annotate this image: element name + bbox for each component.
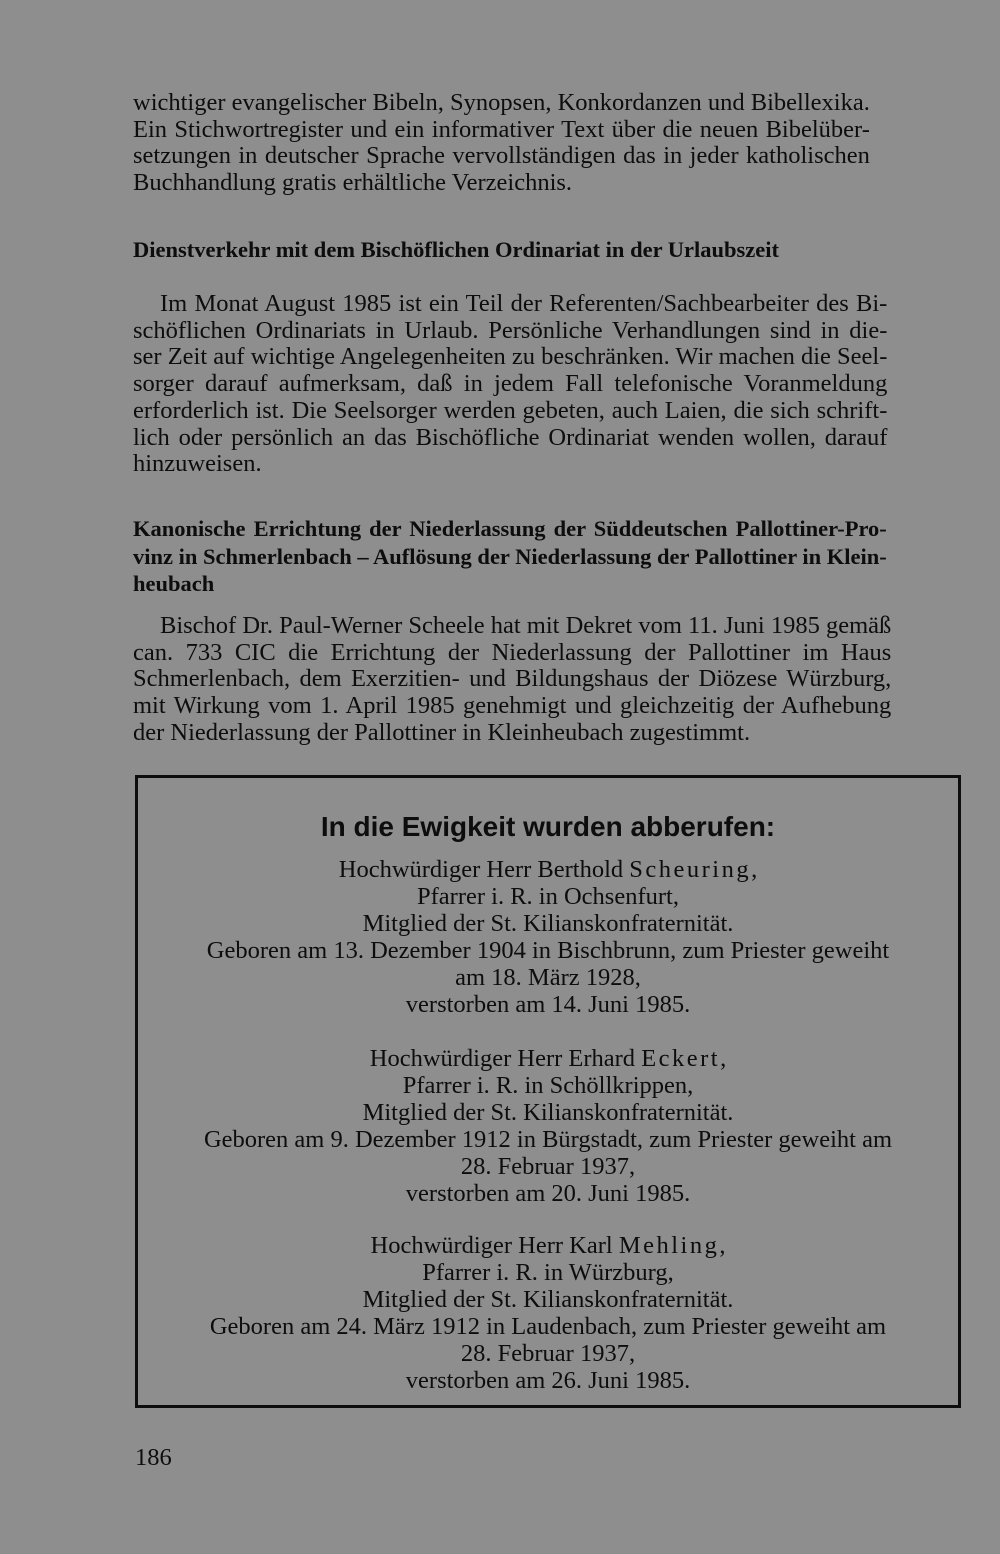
name-suffix: , xyxy=(720,1045,727,1072)
surname: Eckert xyxy=(641,1045,721,1072)
obituary-line: Mitglied der St. Kilianskonfraternität. xyxy=(362,1099,734,1126)
text-line: Bischof Dr. Paul-Werner Scheele hat mit Dekret vom 11. Juni 1985 gemäß xyxy=(160,612,892,639)
obituary-line: verstorben am 26. Juni 1985. xyxy=(405,1367,691,1394)
heading-line: Dienstverkehr mit dem Bischöflichen Ordinariat in der Urlaubszeit xyxy=(133,237,780,262)
obituary-line: am 18. März 1928, xyxy=(455,964,641,991)
text-line: Ein Stichwortregister und ein informativer Text über die neuen Bibelüber- xyxy=(133,115,870,143)
text-line: Buchhandlung gratis erhältliche Verzeichnis. xyxy=(133,169,573,197)
name-prefix: Hochwürdiger Herr Berthold xyxy=(338,856,630,883)
obituary-entry xyxy=(138,1045,958,1207)
obituary-title: In die Ewigkeit wurden abberufen: xyxy=(320,811,776,842)
text-line: hinzuweisen. xyxy=(133,450,262,478)
text-line: Schmerlenbach, dem Exerzitien- und Bildungshaus der Diözese Würzburg, xyxy=(133,665,892,693)
obituary-name-line xyxy=(138,856,958,883)
text-line: setzungen in deutscher Sprache vervollständigen das in jeder katholischen xyxy=(133,142,870,170)
section-body-pallottiner xyxy=(133,613,891,747)
name-suffix: , xyxy=(751,856,758,883)
obituary-line: Geboren am 24. März 1912 in Laudenbach, zum Priester geweiht am xyxy=(209,1313,887,1340)
name-prefix: Hochwürdiger Herr Karl xyxy=(370,1232,619,1259)
page-number: 186 xyxy=(135,1444,172,1471)
obituary-line: Mitglied der St. Kilianskonfraternität. xyxy=(362,910,734,937)
section-heading-dienstverkehr xyxy=(133,236,779,264)
name-prefix: Hochwürdiger Herr Erhard xyxy=(369,1045,642,1072)
obituary-line: Pfarrer i. R. in Würzburg, xyxy=(422,1259,674,1286)
obituary-line: 28. Februar 1937, xyxy=(460,1153,636,1180)
obituary-line: verstorben am 20. Juni 1985. xyxy=(405,1180,691,1207)
section-body-dienstverkehr xyxy=(133,291,887,478)
obituary-line: verstorben am 14. Juni 1985. xyxy=(405,991,691,1018)
surname: Mehling xyxy=(618,1232,720,1259)
obituary-box xyxy=(135,775,961,1408)
heading-line: heubach xyxy=(133,571,215,596)
text-line: wichtiger evangelischer Bibeln, Synopsen, Konkordanzen und Bibellexika. xyxy=(133,89,870,116)
intro-paragraph xyxy=(133,90,870,197)
obituary-entry xyxy=(138,1232,958,1394)
text-line: erforderlich ist. Die Seelsorger werden gebeten, auch Laien, die sich schrift- xyxy=(133,396,888,424)
obituary-line: 28. Februar 1937, xyxy=(460,1340,636,1367)
obituary-line: Geboren am 9. Dezember 1912 in Bürgstadt, zum Priester geweiht am xyxy=(203,1126,893,1153)
obituary-line: Mitglied der St. Kilianskonfraternität. xyxy=(362,1286,734,1313)
text-line: can. 733 CIC die Errichtung der Niederlassung der Pallottiner im Haus xyxy=(133,638,892,666)
heading-line: vinz in Schmerlenbach – Auflösung der Niederlassung der Pallottiner in Klein- xyxy=(133,543,887,569)
text-line: schöflichen Ordinariats in Urlaub. Persönliche Verhandlungen sind in die- xyxy=(133,316,888,344)
obituary-name-line xyxy=(138,1232,958,1259)
obituary-name-line xyxy=(138,1045,958,1072)
text-line: Im Monat August 1985 ist ein Teil der Referenten/Sachbearbeiter des Bi- xyxy=(160,290,888,317)
heading-line: Kanonische Errichtung der Niederlassung der Süddeutschen Pallottiner-Pro- xyxy=(133,516,887,541)
text-line: sorger darauf aufmerksam, daß in jedem Fall telefonische Voranmeldung xyxy=(133,370,888,398)
obituary-line: Pfarrer i. R. in Ochsenfurt, xyxy=(417,883,679,910)
name-suffix: , xyxy=(719,1232,726,1259)
text-line: mit Wirkung vom 1. April 1985 genehmigt und gleichzeitig der Aufhebung xyxy=(133,692,892,720)
obituary-entry xyxy=(138,856,958,1018)
section-heading-pallottiner xyxy=(133,515,887,598)
surname: Scheuring xyxy=(629,856,752,883)
text-line: ser Zeit auf wichtige Angelegenheiten zu beschränken. Wir machen die Seel- xyxy=(133,343,888,371)
obituary-line: Pfarrer i. R. in Schöllkrippen, xyxy=(402,1072,694,1099)
obituary-line: Geboren am 13. Dezember 1904 in Bischbrunn, zum Priester geweiht xyxy=(206,937,890,964)
text-line: der Niederlassung der Pallottiner in Kleinheubach zugestimmt. xyxy=(133,718,751,746)
text-line: lich oder persönlich an das Bischöfliche Ordinariat wenden wollen, darauf xyxy=(133,423,888,451)
